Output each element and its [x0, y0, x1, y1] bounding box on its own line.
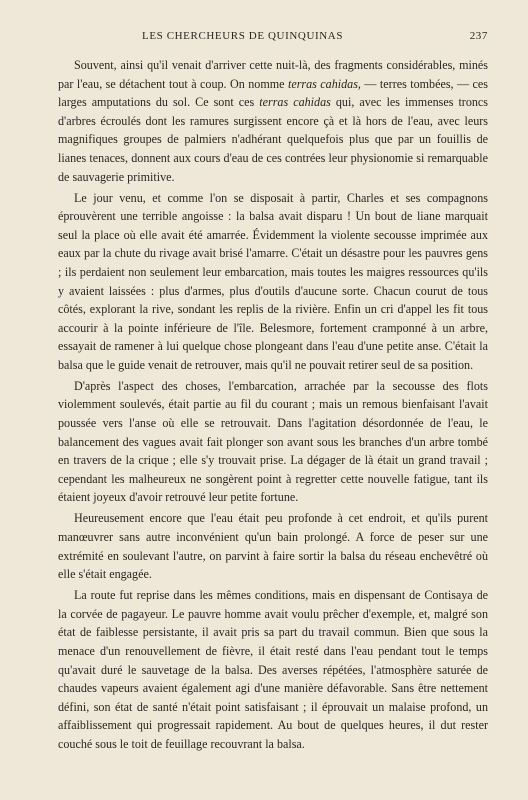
paragraph-2: Le jour venu, et comme l'on se disposait à partir, Charles et ses compagnons éprouvèrent une terrible angoisse : la balsa avait disparu ! Un bout de liane marquait seul la place où elle avait été amarrée. Évidemment la violente secousse imprimée aux eaux par la chute du rivage avait brisé l'amarre. C'était un désastre pour les pauvres gens ; ils perdaient non seulement leur embarcation, mais toutes les maigres ressources qu'ils y avaient laissées : plus d'armes, plus d'outils d'aucune sorte. Chacun courut de tous côtés, explorant la rive, sondant les replis de la rivière. Enfin un cri d'appel les fit tous accourir à la pointe inférieure de l'île. Belesmore, fortement cramponné à un arbre, essayait de ramener à lui quelque chose plongeant dans l'eau d'une petite anse. C'était la balsa que le guide venait de retrouver, mais qu'il ne pouvait retirer seul de sa position.: [58, 190, 488, 372]
page-number: 237: [469, 30, 488, 42]
paragraph-1-text-b: — terres tombées, — ces larges amputations du sol. Ce sont ces: [58, 76, 488, 110]
paragraph-1-text-a: Souvent, ainsi qu'il venait d'arriver cette nuit-là, des fragments considérables, minés par l'eau, se détachent tout à coup. On nomme: [58, 58, 488, 91]
paragraph-4: Heureusement encore que l'eau était peu profonde à cet endroit, et qu'ils purent manœuvrer sans autre inconvénient qu'un bain prolongé. A force de peser sur une extrémité en soulevant l'autre, on parvint à faire sortir la balsa du réseau enchevêtré où elle s'était engagée.: [58, 511, 488, 582]
page-body: [58, 56, 488, 756]
running-title: LES CHERCHEURS DE QUINQUINAS: [142, 30, 344, 42]
paragraph-5: La route fut reprise dans les mêmes conditions, mais en dispensant de Contisaya de la corvée de pagayeur. Le pauvre homme avait voulu prêcher d'exemple, et, malgré son état de faiblesse persistante, il avait pris sa part du travail commun. Bien que sous la menace d'un renouvellement de fièvre, il était resté dans l'eau pendant tout le temps qu'avait duré le sauvetage de la balsa. Des averses répétées, l'atmosphère saturée de chaudes vapeurs avaient également agi d'une manière défavorable. Sans être nettement défini, son état de santé n'était point satisfaisant ; il éprouvait un malaise profond, un affaiblissement qui progressait rapidement. Au bout de quelques heures, il dut rester couché sous le toit de feuillage recouvrant la balsa.: [58, 588, 488, 751]
italic-term: terras cahidas,: [287, 76, 361, 91]
italic-term: terras cahidas: [259, 95, 331, 110]
page-header: [92, 30, 488, 46]
paragraph-1-text-c: qui, avec les immenses troncs d'arbres écroulés dont les ramures surgissent encore çà et là hors de l'eau, avec leurs magnifiques groupes de palmiers n'adhérant quelquefois plus que par un fouillis de lianes tenaces, donnent aux cours d'eau de ces contrées leur physionomie si remarquable de sauvagerie primitive.: [58, 95, 488, 184]
paragraph-3: D'après l'aspect des choses, l'embarcation, arrachée par la secousse des flots violemment soulevés, était partie au fil du courant ; mais un remous bienfaisant l'avait poussée vers l'anse où elle se retrouvait. Dans l'agitation désordonnée de l'eau, le balancement des vagues avait fait plonger son avant sous les branches d'un arbre tombé en travers de la crique ; elle s'y trouvait prise. La dégager de là était un grand travail ; cependant les malheureux ne songèrent point à regretter cette nouvelle fatigue, tant ils étaient joyeux d'avoir retrouvé leur petite fortune.: [58, 378, 488, 505]
paragraph-1: [58, 56, 488, 186]
